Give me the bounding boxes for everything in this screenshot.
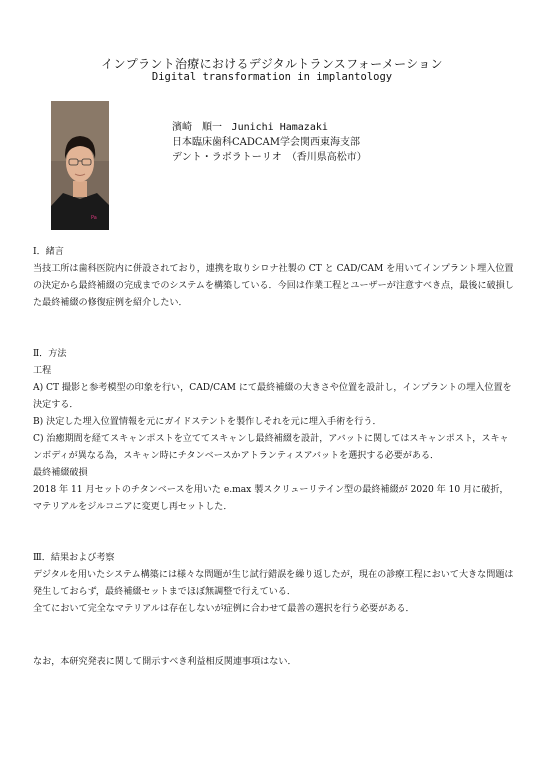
author-name-line — [172, 120, 367, 135]
author-name-ja: 濱崎 順一 — [172, 122, 222, 133]
author-name-en: Junichi Hamazaki — [231, 122, 328, 133]
author-affiliation: 日本臨床歯科CADCAM学会関西東海支部 — [172, 137, 361, 148]
step-a: A) CT 撮影と参考模型の印象を行い，CAD/CAM にて最終補綴の大きさや位置を設計し，インプラントの埋入位置を決定する． — [33, 383, 512, 410]
results-heading: Ⅲ．結果および考察 — [33, 553, 115, 563]
paper-title-en: Digital transformation in implantology — [151, 71, 393, 83]
method-heading: Ⅱ．方法 — [33, 349, 67, 359]
author-block — [172, 120, 367, 165]
svg-text:Pa: Pa — [91, 215, 97, 221]
author-lab: デント・ラボラトーリオ （香川県高松市） — [172, 152, 367, 163]
paper-body — [33, 244, 517, 671]
repair-label: 最終補綴破損 — [33, 468, 88, 478]
results-text-1: デジタルを用いたシステム構築には様々な問題が生じ試行錯誤を繰り返したが，現在の診療工程において大きな問題は発生しておらず，最終補綴セットまでほぼ無調整で行えている． — [33, 570, 514, 597]
process-label: 工程 — [33, 366, 52, 376]
results-text-2: 全てにおいて完全なマテリアルは存在しないが症例に合わせて最善の選択を行う必要がある． — [33, 604, 415, 614]
step-c: C) 治癒期間を経てスキャンポストを立ててスキャンし最終補綴を設計，アバットに関してはスキャンポスト，スキャンボディが異なる為，スキャン時にチタンベースかアトランティスアバットを選択する必要がある． — [33, 434, 509, 461]
coi-statement: なお，本研究発表に関して開示すべき利益相反関連事項はない． — [33, 657, 297, 667]
intro-heading: Ⅰ．緒言 — [33, 247, 64, 257]
intro-text: 当技工所は歯科医院内に併設されており，連携を取りシロナ社製の CT と CAD/CAM を用いてインプラント埋入位置の決定から最終補綴の完成までのシステムを構築している．今回は作業工程とユーザーが注意すべき点，最後に破損した最終補綴の修復症例を紹介したい． — [33, 264, 514, 308]
step-b: B) 決定した埋入位置情報を元にガイドステントを製作しそれを元に埋入手術を行う． — [33, 417, 382, 427]
paper-title-ja: インプラント治療におけるデジタルトランスフォーメーション — [101, 57, 443, 71]
author-photo — [51, 101, 109, 230]
repair-text: 2018 年 11 月セットのチタンベースを用いた e.max 製スクリューリテイン型の最終補綴が 2020 年 10 月に破折，マテリアルをジルコニアに変更し再セットした． — [33, 485, 509, 512]
